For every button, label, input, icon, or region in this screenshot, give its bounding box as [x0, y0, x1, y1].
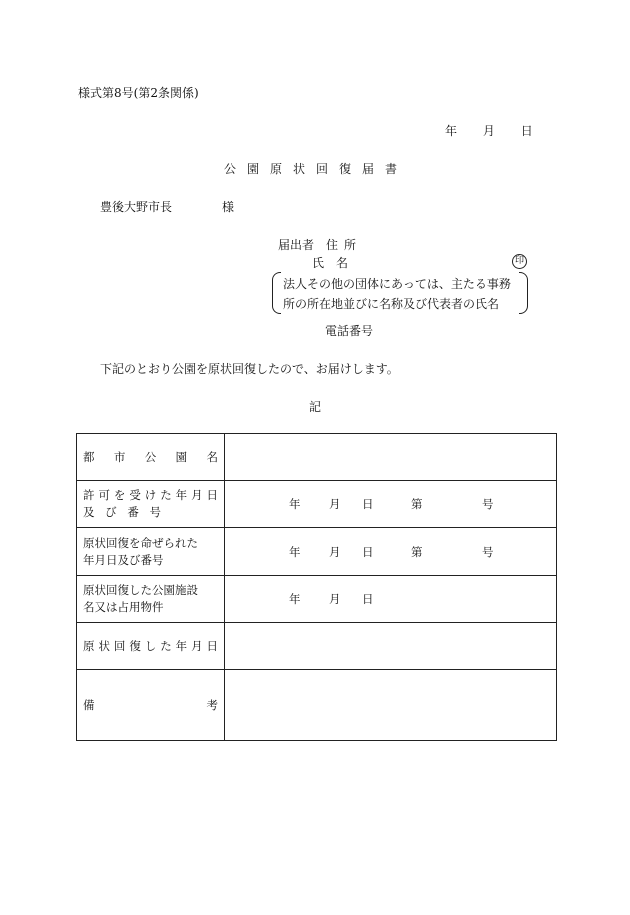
- label-char: 日: [206, 638, 218, 653]
- table-row: [77, 528, 557, 576]
- seal-mark-icon: 印: [512, 254, 527, 269]
- corporate-note-line2: 所の所在地並びに名称及び代表者の氏名: [283, 297, 500, 311]
- table-row: [77, 623, 557, 670]
- label-char: 受: [129, 488, 141, 502]
- field-day: 日: [362, 544, 374, 559]
- label-char: 回: [113, 638, 126, 653]
- label-char: 可: [98, 488, 110, 502]
- form-number: 様式第8号(第2条関係): [78, 86, 199, 100]
- date-month: 月: [482, 124, 495, 138]
- label-char: 公: [144, 449, 157, 464]
- field-year: 年: [289, 544, 301, 559]
- date-line: [445, 122, 533, 139]
- corporate-note-line1: 法人その他の団体にあっては、主たる事務: [283, 277, 511, 291]
- table-row: [77, 434, 557, 481]
- label-char: た: [160, 638, 172, 653]
- label-char: び: [105, 505, 117, 519]
- field-month: 月: [329, 544, 341, 559]
- park-name-field[interactable]: [225, 434, 557, 481]
- date-year: 年: [445, 124, 458, 138]
- label-line: 原状回復した公園施設: [83, 583, 198, 597]
- label-char: 考: [206, 697, 218, 712]
- label-char: 及: [83, 505, 95, 519]
- applicant-address-row: [278, 236, 362, 253]
- facility-name-field[interactable]: [225, 576, 557, 623]
- label-char: を: [113, 488, 126, 502]
- label-char: 日: [206, 488, 218, 502]
- note-bracket-left: [272, 272, 281, 314]
- label-char: 園: [175, 449, 188, 464]
- label-char: 許: [83, 488, 95, 502]
- label-char: 原: [83, 638, 95, 653]
- address-label: 住所: [326, 238, 363, 252]
- field-go: 号: [482, 544, 494, 559]
- field-dai: 第: [411, 544, 423, 559]
- label-line: 年月日及び番号: [83, 552, 164, 567]
- label-char: 名: [206, 449, 218, 464]
- field-day: 日: [362, 497, 374, 511]
- date-day: 日: [520, 124, 533, 138]
- field-day: 日: [362, 592, 374, 606]
- table-row: [77, 576, 557, 623]
- table-row: [77, 670, 557, 741]
- restoration-order-field[interactable]: [225, 528, 557, 576]
- name-label: 氏名: [312, 256, 361, 270]
- label-char: 番: [127, 505, 139, 519]
- addressee-honorific: 様: [222, 200, 235, 214]
- applicant-label: 届出者: [278, 238, 315, 252]
- label-line: 原状回復を命ぜられた: [83, 535, 198, 550]
- statement: 下記のとおり公園を原状回復したので、お届けします。: [100, 362, 399, 376]
- form-table: [76, 433, 557, 741]
- label-char: 月: [191, 638, 203, 653]
- park-name-label: [77, 434, 225, 481]
- label-char: た: [160, 488, 172, 502]
- field-month: 月: [329, 592, 341, 606]
- note-bracket-right: [519, 272, 528, 314]
- label-char: 月: [191, 488, 203, 502]
- label-char: し: [144, 638, 157, 653]
- label-char: 市: [113, 449, 126, 464]
- restored-date-field[interactable]: [225, 623, 557, 670]
- facility-name-label: [77, 576, 225, 623]
- label-char: 状: [98, 638, 110, 653]
- label-line: 名又は占用物件: [83, 600, 164, 614]
- restoration-order-label: [77, 528, 225, 576]
- label-char: 都: [83, 449, 95, 464]
- field-go: 号: [482, 497, 494, 511]
- phone-label: 電話番号: [325, 324, 374, 338]
- ki-heading: 記: [309, 400, 322, 414]
- addressee-name: 豊後大野市長: [100, 200, 173, 214]
- label-char: 備: [83, 697, 95, 712]
- page-title: 公園原状回復届書: [224, 162, 409, 176]
- field-month: 月: [329, 497, 341, 511]
- table-row: [77, 481, 557, 528]
- label-char: け: [144, 488, 157, 502]
- label-char: 号: [149, 505, 161, 519]
- label-char: 復: [129, 638, 141, 653]
- field-year: 年: [289, 592, 301, 606]
- label-char: 年: [175, 488, 188, 502]
- label-char: 年: [175, 638, 188, 653]
- remarks-label: [77, 670, 225, 741]
- field-dai: 第: [411, 497, 423, 511]
- remarks-field[interactable]: [225, 670, 557, 741]
- permit-date-number-label: [77, 481, 225, 528]
- permit-date-number-field[interactable]: [225, 481, 557, 528]
- addressee: [100, 198, 234, 215]
- restored-date-label: [77, 623, 225, 670]
- field-year: 年: [289, 497, 301, 511]
